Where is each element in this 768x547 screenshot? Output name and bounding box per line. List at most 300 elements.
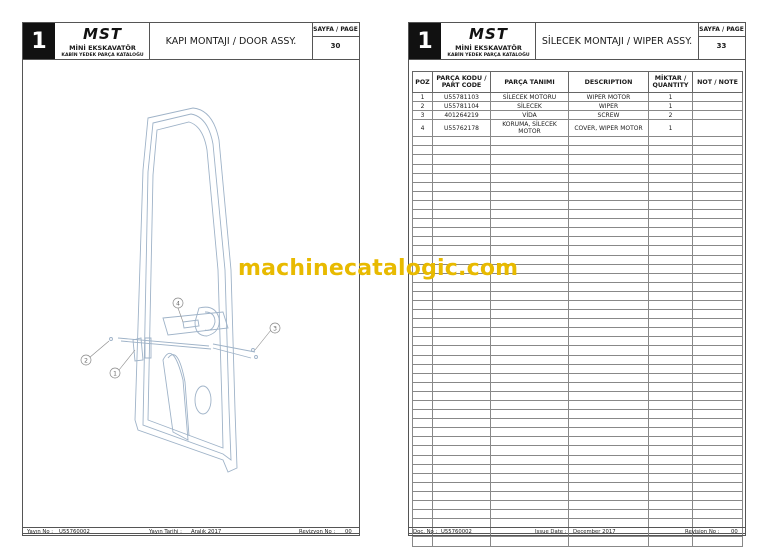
brand-line-2: KABİN YEDEK PARÇA KATALOĞU bbox=[447, 53, 530, 58]
cell-empty bbox=[649, 182, 693, 191]
cell-empty bbox=[569, 401, 649, 410]
cell-empty bbox=[693, 155, 743, 164]
cell-note bbox=[693, 93, 743, 102]
pub-date: Aralık 2017 bbox=[191, 528, 222, 535]
cell-empty bbox=[413, 401, 433, 410]
cell-empty bbox=[649, 491, 693, 500]
cell-empty bbox=[413, 191, 433, 200]
cell-empty bbox=[693, 282, 743, 291]
cell-empty bbox=[413, 146, 433, 155]
table-row-empty bbox=[413, 337, 743, 346]
cell-empty bbox=[413, 382, 433, 391]
table-row-empty bbox=[413, 346, 743, 355]
cell-empty bbox=[491, 337, 569, 346]
cell-empty bbox=[569, 210, 649, 219]
cell-poz: 1 bbox=[413, 93, 433, 102]
cell-empty bbox=[433, 337, 491, 346]
cell-empty bbox=[649, 446, 693, 455]
cell-empty bbox=[693, 491, 743, 500]
cell-empty bbox=[649, 255, 693, 264]
cell-empty bbox=[433, 246, 491, 255]
cell-empty bbox=[433, 501, 491, 510]
cell-empty bbox=[569, 482, 649, 491]
revision-label: Revision No : bbox=[685, 528, 720, 535]
cell-empty bbox=[649, 382, 693, 391]
cell-empty bbox=[491, 319, 569, 328]
table-row-empty bbox=[413, 219, 743, 228]
table-row-empty bbox=[413, 300, 743, 309]
cell-empty bbox=[491, 437, 569, 446]
cell-empty bbox=[569, 346, 649, 355]
cell-parca-tanimi: SİLECEK bbox=[491, 102, 569, 111]
cell-empty bbox=[491, 146, 569, 155]
cell-empty bbox=[433, 200, 491, 209]
cell-part-code: U55762178 bbox=[433, 120, 491, 137]
cell-empty bbox=[413, 246, 433, 255]
cell-empty bbox=[693, 210, 743, 219]
col-header-description: DESCRIPTION bbox=[569, 72, 649, 93]
cell-empty bbox=[649, 464, 693, 473]
cell-empty bbox=[433, 328, 491, 337]
cell-empty bbox=[693, 191, 743, 200]
cell-empty bbox=[649, 246, 693, 255]
cell-empty bbox=[569, 300, 649, 309]
cell-empty bbox=[569, 146, 649, 155]
cell-empty bbox=[649, 300, 693, 309]
cell-empty bbox=[433, 346, 491, 355]
cell-empty bbox=[433, 491, 491, 500]
table-row-empty bbox=[413, 410, 743, 419]
cell-empty bbox=[649, 455, 693, 464]
cell-description: COVER, WIPER MOTOR bbox=[569, 120, 649, 137]
cell-empty bbox=[693, 310, 743, 319]
cell-note bbox=[693, 102, 743, 111]
cell-empty bbox=[413, 464, 433, 473]
doc-no-label: Doc. No : bbox=[413, 528, 438, 535]
cell-empty bbox=[649, 137, 693, 146]
cell-empty bbox=[569, 537, 649, 546]
cell-empty bbox=[491, 455, 569, 464]
cell-empty bbox=[693, 255, 743, 264]
cell-empty bbox=[413, 300, 433, 309]
cell-empty bbox=[693, 146, 743, 155]
page-number-box bbox=[312, 23, 359, 59]
table-row-empty bbox=[413, 491, 743, 500]
cell-empty bbox=[649, 328, 693, 337]
table-row-empty bbox=[413, 246, 743, 255]
cell-empty bbox=[413, 237, 433, 246]
cell-empty bbox=[491, 173, 569, 182]
cell-empty bbox=[649, 291, 693, 300]
cell-empty bbox=[491, 419, 569, 428]
cell-empty bbox=[649, 401, 693, 410]
cell-empty bbox=[693, 291, 743, 300]
cell-empty bbox=[433, 464, 491, 473]
callout-2-label: 2 bbox=[84, 357, 88, 365]
cell-empty bbox=[693, 537, 743, 546]
cell-empty bbox=[649, 319, 693, 328]
cell-empty bbox=[569, 137, 649, 146]
cell-empty bbox=[569, 237, 649, 246]
cell-empty bbox=[649, 191, 693, 200]
cell-empty bbox=[649, 437, 693, 446]
cell-empty bbox=[569, 164, 649, 173]
cell-empty bbox=[569, 173, 649, 182]
cell-empty bbox=[569, 319, 649, 328]
cell-empty bbox=[649, 473, 693, 482]
cell-empty bbox=[569, 246, 649, 255]
cell-empty bbox=[569, 355, 649, 364]
table-row-empty bbox=[413, 510, 743, 519]
cell-empty bbox=[491, 164, 569, 173]
table-row-empty bbox=[413, 173, 743, 182]
cell-empty bbox=[693, 182, 743, 191]
page-number: 30 bbox=[330, 42, 341, 50]
cell-empty bbox=[569, 510, 649, 519]
callout-1-label: 1 bbox=[113, 370, 117, 378]
brand-block bbox=[56, 23, 150, 59]
cell-empty bbox=[693, 455, 743, 464]
cell-empty bbox=[569, 410, 649, 419]
section-number: 1 bbox=[23, 23, 55, 59]
brand-line-2: KABİN YEDEK PARÇA KATALOĞU bbox=[61, 53, 144, 58]
cell-empty bbox=[491, 191, 569, 200]
cell-empty bbox=[433, 219, 491, 228]
table-row bbox=[413, 111, 743, 120]
cell-quantity: 1 bbox=[649, 102, 693, 111]
section-number: 1 bbox=[409, 23, 441, 59]
cell-empty bbox=[491, 482, 569, 491]
cell-empty bbox=[693, 346, 743, 355]
issue-date-label: Issue Date : bbox=[535, 528, 567, 535]
cell-quantity: 2 bbox=[649, 111, 693, 120]
watermark-text: machinecatalogic.com bbox=[238, 256, 519, 281]
cell-empty bbox=[491, 291, 569, 300]
cell-empty bbox=[693, 419, 743, 428]
cell-empty bbox=[413, 537, 433, 546]
cell-empty bbox=[649, 146, 693, 155]
cell-empty bbox=[649, 155, 693, 164]
cell-empty bbox=[491, 346, 569, 355]
table-row-empty bbox=[413, 319, 743, 328]
cell-empty bbox=[649, 228, 693, 237]
page-number: 33 bbox=[716, 42, 727, 50]
cell-description: WIPER MOTOR bbox=[569, 93, 649, 102]
right-page-footer bbox=[408, 527, 746, 536]
cell-empty bbox=[693, 482, 743, 491]
cell-empty bbox=[433, 482, 491, 491]
cell-empty bbox=[413, 310, 433, 319]
cell-empty bbox=[433, 182, 491, 191]
cell-empty bbox=[649, 410, 693, 419]
cell-empty bbox=[693, 446, 743, 455]
page-title: SİLECEK MONTAJI / WIPER ASSY. bbox=[536, 23, 699, 59]
cell-empty bbox=[491, 391, 569, 400]
cell-empty bbox=[433, 410, 491, 419]
cell-empty bbox=[693, 273, 743, 282]
cell-empty bbox=[491, 491, 569, 500]
cell-empty bbox=[569, 182, 649, 191]
brand-line-1: MİNİ EKSKAVATÖR bbox=[455, 44, 522, 52]
cell-empty bbox=[569, 228, 649, 237]
cell-parca-tanimi: KORUMA, SİLECEK MOTOR bbox=[491, 120, 569, 137]
table-row-empty bbox=[413, 210, 743, 219]
left-page-footer bbox=[22, 527, 360, 536]
cell-empty bbox=[413, 319, 433, 328]
cell-empty bbox=[491, 210, 569, 219]
table-row-empty bbox=[413, 401, 743, 410]
table-row-empty bbox=[413, 228, 743, 237]
table-row-empty bbox=[413, 200, 743, 209]
cell-empty bbox=[433, 391, 491, 400]
cell-empty bbox=[649, 510, 693, 519]
cell-empty bbox=[491, 501, 569, 510]
cell-empty bbox=[693, 328, 743, 337]
cell-empty bbox=[569, 491, 649, 500]
cell-empty bbox=[693, 200, 743, 209]
cell-empty bbox=[693, 173, 743, 182]
cell-empty bbox=[693, 510, 743, 519]
table-row-empty bbox=[413, 428, 743, 437]
cell-empty bbox=[491, 310, 569, 319]
cell-empty bbox=[413, 410, 433, 419]
cell-empty bbox=[693, 382, 743, 391]
cell-empty bbox=[693, 410, 743, 419]
cell-empty bbox=[491, 182, 569, 191]
cell-empty bbox=[649, 200, 693, 209]
cell-empty bbox=[491, 155, 569, 164]
cell-empty bbox=[693, 246, 743, 255]
cell-empty bbox=[693, 437, 743, 446]
cell-empty bbox=[413, 437, 433, 446]
cell-empty bbox=[433, 310, 491, 319]
cell-empty bbox=[491, 246, 569, 255]
cell-empty bbox=[693, 164, 743, 173]
cell-empty bbox=[413, 137, 433, 146]
cell-parca-tanimi: SİLECEK MOTORU bbox=[491, 93, 569, 102]
table-row-empty bbox=[413, 373, 743, 382]
callout-4-label: 4 bbox=[176, 300, 180, 308]
cell-note bbox=[693, 120, 743, 137]
cell-empty bbox=[491, 282, 569, 291]
cell-empty bbox=[649, 210, 693, 219]
cell-empty bbox=[569, 382, 649, 391]
cell-empty bbox=[693, 337, 743, 346]
cell-empty bbox=[693, 355, 743, 364]
cell-empty bbox=[433, 537, 491, 546]
cell-empty bbox=[649, 482, 693, 491]
cell-empty bbox=[413, 482, 433, 491]
table-row-empty bbox=[413, 482, 743, 491]
table-row-empty bbox=[413, 237, 743, 246]
cell-empty bbox=[433, 319, 491, 328]
cell-description: SCREW bbox=[569, 111, 649, 120]
table-row-empty bbox=[413, 437, 743, 446]
cell-empty bbox=[433, 228, 491, 237]
cell-empty bbox=[433, 164, 491, 173]
cell-empty bbox=[649, 237, 693, 246]
cell-empty bbox=[693, 428, 743, 437]
cell-empty bbox=[491, 300, 569, 309]
cell-poz: 2 bbox=[413, 102, 433, 111]
callout-3-label: 3 bbox=[273, 325, 277, 333]
cell-empty bbox=[413, 291, 433, 300]
cell-empty bbox=[413, 155, 433, 164]
table-row-empty bbox=[413, 282, 743, 291]
cell-empty bbox=[433, 282, 491, 291]
cell-empty bbox=[491, 137, 569, 146]
cell-empty bbox=[693, 464, 743, 473]
cell-empty bbox=[413, 391, 433, 400]
rev-number: 00 bbox=[345, 528, 352, 535]
cell-poz: 3 bbox=[413, 111, 433, 120]
cell-empty bbox=[649, 537, 693, 546]
page-label: SAYFA / PAGE bbox=[312, 23, 359, 37]
cell-empty bbox=[491, 510, 569, 519]
cell-empty bbox=[413, 373, 433, 382]
table-row-empty bbox=[413, 182, 743, 191]
pub-no-label: Yayın No : bbox=[27, 528, 54, 535]
cell-empty bbox=[491, 401, 569, 410]
cell-empty bbox=[569, 455, 649, 464]
issue-date: December 2017 bbox=[573, 528, 616, 535]
table-row bbox=[413, 93, 743, 102]
cell-empty bbox=[413, 491, 433, 500]
table-row-empty bbox=[413, 164, 743, 173]
cell-empty bbox=[433, 173, 491, 182]
cell-empty bbox=[491, 446, 569, 455]
cell-empty bbox=[649, 164, 693, 173]
cell-empty bbox=[693, 391, 743, 400]
revision-number: 00 bbox=[731, 528, 738, 535]
cell-empty bbox=[649, 364, 693, 373]
cell-empty bbox=[491, 428, 569, 437]
cell-quantity: 1 bbox=[649, 120, 693, 137]
doc-no: U55760002 bbox=[441, 528, 472, 535]
cell-empty bbox=[433, 364, 491, 373]
cell-empty bbox=[569, 501, 649, 510]
col-header-part-code: PARÇA KODU / PART CODE bbox=[433, 72, 491, 93]
cell-empty bbox=[693, 373, 743, 382]
page-header bbox=[23, 23, 359, 60]
cell-empty bbox=[649, 501, 693, 510]
table-row-empty bbox=[413, 355, 743, 364]
cell-note bbox=[693, 111, 743, 120]
cell-empty bbox=[569, 273, 649, 282]
cell-empty bbox=[491, 328, 569, 337]
cell-empty bbox=[569, 155, 649, 164]
cell-empty bbox=[433, 291, 491, 300]
cell-empty bbox=[693, 300, 743, 309]
cell-empty bbox=[433, 237, 491, 246]
table-row-empty bbox=[413, 419, 743, 428]
cell-empty bbox=[433, 300, 491, 309]
cell-part-code: U55781104 bbox=[433, 102, 491, 111]
cell-empty bbox=[433, 473, 491, 482]
cell-empty bbox=[413, 219, 433, 228]
table-row-empty bbox=[413, 382, 743, 391]
page-number-box bbox=[698, 23, 745, 59]
parts-table bbox=[412, 71, 743, 547]
cell-empty bbox=[693, 501, 743, 510]
cell-empty bbox=[491, 410, 569, 419]
cell-empty bbox=[491, 464, 569, 473]
cell-empty bbox=[491, 228, 569, 237]
rev-label: Revizyon No : bbox=[299, 528, 336, 535]
cell-empty bbox=[649, 282, 693, 291]
cell-empty bbox=[569, 282, 649, 291]
cell-empty bbox=[649, 337, 693, 346]
mst-logo: MST bbox=[83, 25, 122, 43]
cell-empty bbox=[413, 510, 433, 519]
cell-empty bbox=[569, 373, 649, 382]
cell-empty bbox=[413, 355, 433, 364]
table-row-empty bbox=[413, 473, 743, 482]
door-assembly-drawing bbox=[23, 60, 359, 530]
cell-empty bbox=[569, 446, 649, 455]
cell-part-code: 401264219 bbox=[433, 111, 491, 120]
table-row-empty bbox=[413, 191, 743, 200]
table-row-empty bbox=[413, 364, 743, 373]
cell-empty bbox=[433, 210, 491, 219]
cell-empty bbox=[569, 328, 649, 337]
mst-logo: MST bbox=[469, 25, 508, 43]
cell-empty bbox=[433, 455, 491, 464]
cell-empty bbox=[433, 510, 491, 519]
cell-empty bbox=[413, 182, 433, 191]
table-row-empty bbox=[413, 464, 743, 473]
cell-empty bbox=[413, 473, 433, 482]
cell-empty bbox=[413, 501, 433, 510]
cell-description: WIPER bbox=[569, 102, 649, 111]
cell-empty bbox=[649, 391, 693, 400]
cell-empty bbox=[413, 419, 433, 428]
cell-empty bbox=[569, 419, 649, 428]
table-row-empty bbox=[413, 137, 743, 146]
cell-empty bbox=[491, 364, 569, 373]
cell-empty bbox=[413, 428, 433, 437]
cell-empty bbox=[693, 137, 743, 146]
cell-empty bbox=[413, 282, 433, 291]
table-row-empty bbox=[413, 537, 743, 546]
cell-empty bbox=[491, 219, 569, 228]
table-row bbox=[413, 120, 743, 137]
cell-empty bbox=[693, 473, 743, 482]
cell-empty bbox=[433, 437, 491, 446]
cell-empty bbox=[649, 355, 693, 364]
table-row-empty bbox=[413, 455, 743, 464]
table-row bbox=[413, 102, 743, 111]
cell-empty bbox=[491, 237, 569, 246]
cell-empty bbox=[491, 200, 569, 209]
cell-empty bbox=[569, 464, 649, 473]
table-header-row bbox=[413, 72, 743, 93]
cell-empty bbox=[413, 200, 433, 209]
cell-empty bbox=[569, 255, 649, 264]
table-row-empty bbox=[413, 146, 743, 155]
cell-empty bbox=[433, 146, 491, 155]
cell-parca-tanimi: VİDA bbox=[491, 111, 569, 120]
cell-empty bbox=[433, 401, 491, 410]
cell-empty bbox=[491, 473, 569, 482]
cell-empty bbox=[649, 346, 693, 355]
cell-empty bbox=[693, 401, 743, 410]
table-row-empty bbox=[413, 501, 743, 510]
cell-empty bbox=[433, 155, 491, 164]
cell-empty bbox=[433, 428, 491, 437]
cell-empty bbox=[693, 228, 743, 237]
cell-empty bbox=[649, 264, 693, 273]
